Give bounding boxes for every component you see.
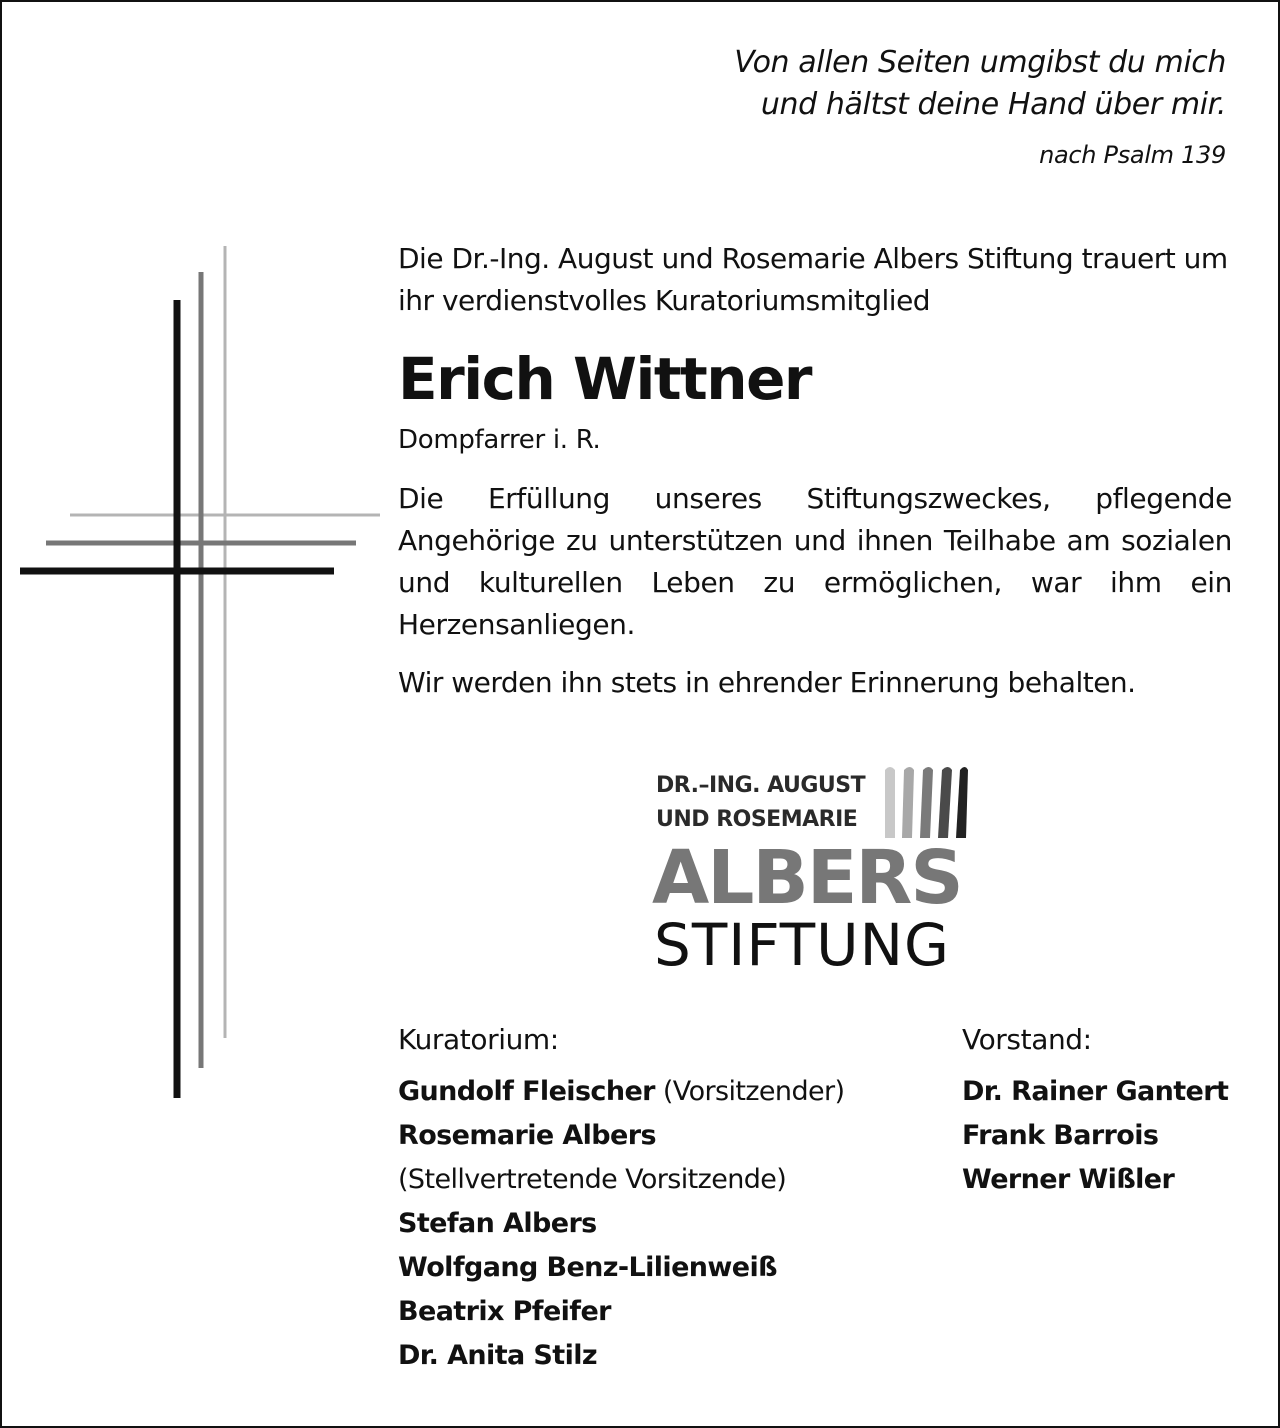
vorstand-heading: Vorstand: bbox=[962, 1023, 1092, 1056]
deceased-title: Dompfarrer i. R. bbox=[398, 425, 601, 455]
psalm-source: nach Psalm 139 bbox=[1039, 141, 1226, 169]
purpose-text: Die Erfüllung unseres Stiftungszweckes, pflegende Angehörige zu unterstützen und ihnen Teilhabe am sozialen und kulturellen Leben zu ermöglichen, war ihm ein Herzensanliegen. bbox=[398, 482, 1232, 641]
stripes-icon bbox=[880, 764, 970, 840]
intro-text: Die Dr.-Ing. August und Rosemarie Albers Stiftung trauert um ihr verdienstvolles Kuratoriumsmitglied bbox=[398, 242, 1228, 317]
logo-suffix: STIFTUNG bbox=[654, 911, 950, 979]
cross-icon bbox=[2, 2, 392, 1112]
vorstand-member bbox=[962, 1158, 1262, 1202]
kuratorium-member bbox=[398, 1070, 938, 1114]
psalm-quote bbox=[734, 42, 1226, 172]
member-name: Dr. Anita Stilz bbox=[398, 1340, 598, 1371]
vorstand-section bbox=[962, 1020, 1262, 1202]
logo-line-2: UND ROSEMARIE bbox=[656, 807, 858, 832]
deceased-name: Erich Wittner bbox=[398, 345, 812, 413]
member-role: (Stellvertretende Vorsitzende) bbox=[398, 1164, 787, 1195]
closing-text: Wir werden ihn stets in ehrender Erinnerung behalten. bbox=[398, 666, 1136, 699]
member-role: (Vorsitzender) bbox=[662, 1076, 845, 1107]
vorstand-member bbox=[962, 1114, 1262, 1158]
member-name: Rosemarie Albers bbox=[398, 1120, 656, 1151]
member-name: Wolfgang Benz-Lilienweiß bbox=[398, 1252, 777, 1283]
member-name: Frank Barrois bbox=[962, 1120, 1159, 1151]
kuratorium-heading: Kuratorium: bbox=[398, 1023, 559, 1056]
kuratorium-section bbox=[398, 1020, 938, 1378]
member-name: Beatrix Pfeifer bbox=[398, 1296, 611, 1327]
member-name: Stefan Albers bbox=[398, 1208, 597, 1239]
kuratorium-member bbox=[398, 1114, 938, 1158]
logo-line-1: DR.–ING. AUGUST bbox=[656, 773, 866, 798]
kuratorium-member bbox=[398, 1334, 938, 1378]
kuratorium-member bbox=[398, 1290, 938, 1334]
kuratorium-member-role-line bbox=[398, 1158, 938, 1202]
psalm-line-1: Von allen Seiten umgibst du mich bbox=[734, 45, 1226, 80]
kuratorium-member bbox=[398, 1246, 938, 1290]
announcement bbox=[398, 238, 1232, 704]
kuratorium-member bbox=[398, 1202, 938, 1246]
member-name: Dr. Rainer Gantert bbox=[962, 1076, 1229, 1107]
member-name: Gundolf Fleischer bbox=[398, 1076, 655, 1107]
albers-stiftung-logo bbox=[652, 764, 986, 984]
member-name: Werner Wißler bbox=[962, 1164, 1175, 1195]
logo-name: ALBERS bbox=[652, 835, 962, 921]
vorstand-member bbox=[962, 1070, 1262, 1114]
psalm-line-2: und hältst deine Hand über mir. bbox=[760, 87, 1226, 122]
